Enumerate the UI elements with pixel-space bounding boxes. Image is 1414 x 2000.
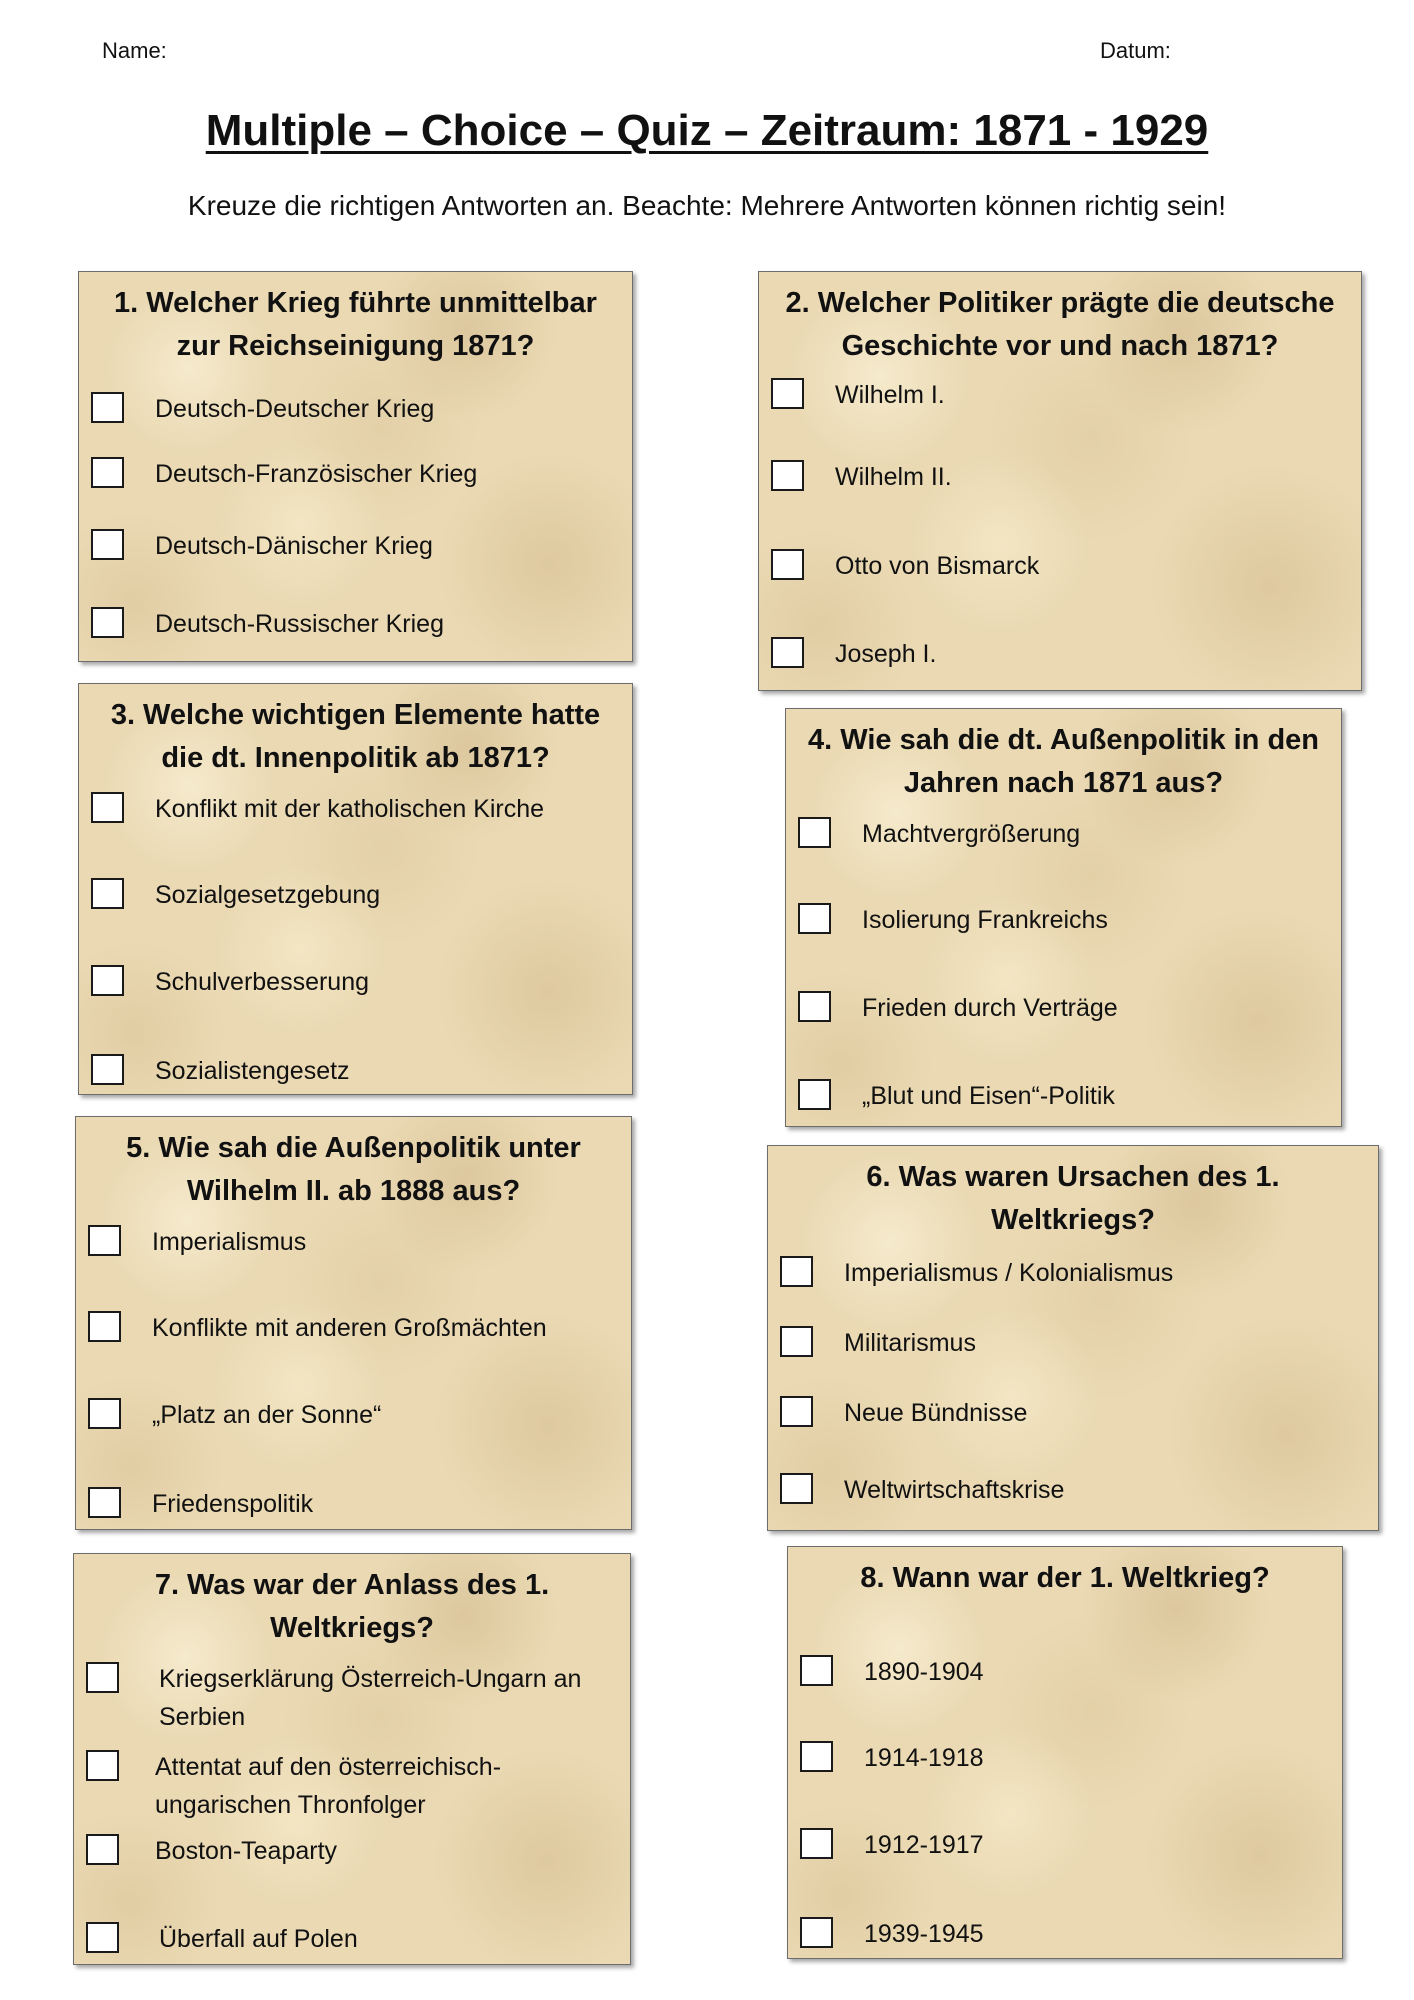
option-label: Überfall auf Polen [159, 1925, 358, 1953]
answer-option[interactable] [759, 549, 1361, 589]
answer-option[interactable] [79, 1054, 632, 1094]
checkbox[interactable] [771, 549, 804, 580]
question-card-1 [78, 271, 633, 662]
checkbox[interactable] [771, 637, 804, 668]
checkbox[interactable] [798, 1079, 831, 1110]
answer-option[interactable] [79, 607, 632, 647]
checkbox[interactable] [88, 1311, 121, 1342]
answer-option[interactable] [76, 1487, 631, 1527]
checkbox[interactable] [780, 1326, 813, 1357]
option-label: Militarismus [844, 1329, 976, 1357]
checkbox[interactable] [91, 529, 124, 560]
answer-option[interactable] [786, 817, 1341, 857]
answer-option[interactable] [759, 460, 1361, 500]
option-label: Deutsch-Deutscher Krieg [155, 395, 435, 423]
answer-option[interactable] [788, 1741, 1342, 1781]
answer-option[interactable] [79, 457, 632, 497]
checkbox[interactable] [771, 378, 804, 409]
name-label: Name: [102, 38, 167, 63]
checkbox[interactable] [800, 1917, 833, 1948]
option-label: Schulverbesserung [155, 968, 370, 996]
option-label: Wilhelm I. [835, 381, 945, 409]
question-card-7 [73, 1553, 631, 1965]
checkbox[interactable] [91, 965, 124, 996]
option-label: Imperialismus [152, 1228, 307, 1256]
question-text: 7. Was war der Anlass des 1. Weltkriegs? [154, 1569, 550, 1644]
checkbox[interactable] [771, 460, 804, 491]
option-label: 1890-1904 [864, 1658, 984, 1686]
answer-option[interactable] [786, 903, 1341, 943]
option-label: Konflikt mit der katholischen Kirche [155, 795, 545, 823]
option-label: Deutsch-Russischer Krieg [155, 610, 444, 638]
option-label: Machtvergrößerung [862, 820, 1081, 848]
checkbox[interactable] [798, 817, 831, 848]
option-label: Weltwirtschaftskrise [844, 1476, 1065, 1504]
checkbox[interactable] [88, 1487, 121, 1518]
question-card-5 [75, 1116, 632, 1530]
option-label: Sozialgesetzgebung [155, 881, 381, 909]
option-label: Deutsch-Französischer Krieg [155, 460, 478, 488]
answer-option[interactable] [788, 1828, 1342, 1868]
answer-option[interactable] [74, 1834, 630, 1874]
answer-option[interactable] [76, 1225, 631, 1265]
answer-option[interactable] [74, 1750, 630, 1830]
answer-option[interactable] [768, 1473, 1378, 1513]
option-label: 1912-1917 [864, 1831, 984, 1859]
option-label: Kriegserklärung Österreich-Ungarn an Serbien [159, 1665, 582, 1731]
checkbox[interactable] [800, 1655, 833, 1686]
answer-option[interactable] [759, 637, 1361, 677]
answer-option[interactable] [79, 965, 632, 1005]
question-text: 3. Welche wichtigen Elemente hatte die dt. Innenpolitik ab 1871? [110, 699, 601, 774]
question-text: 5. Wie sah die Außenpolitik unter Wilhelm II. ab 1888 aus? [126, 1132, 581, 1207]
checkbox[interactable] [86, 1922, 119, 1953]
checkbox[interactable] [86, 1662, 119, 1693]
checkbox[interactable] [780, 1396, 813, 1427]
option-label: Friedenspolitik [152, 1490, 314, 1518]
answer-option[interactable] [768, 1256, 1378, 1296]
answer-option[interactable] [74, 1922, 630, 1962]
option-label: Attentat auf den österreichisch-ungarischen Thronfolger [155, 1753, 502, 1819]
answer-option[interactable] [786, 1079, 1341, 1119]
question-text: 2. Welcher Politiker prägte die deutsche Geschichte vor und nach 1871? [785, 287, 1335, 362]
date-label: Datum: [1100, 38, 1171, 63]
question-card-3 [78, 683, 633, 1095]
checkbox[interactable] [798, 991, 831, 1022]
answer-option[interactable] [79, 792, 632, 832]
answer-option[interactable] [76, 1398, 631, 1438]
option-label: Otto von Bismarck [835, 552, 1040, 580]
option-label: Sozialistengesetz [155, 1057, 350, 1085]
checkbox[interactable] [800, 1741, 833, 1772]
answer-option[interactable] [74, 1662, 630, 1742]
answer-option[interactable] [76, 1311, 631, 1351]
option-label: Frieden durch Verträge [862, 994, 1118, 1022]
checkbox[interactable] [86, 1834, 119, 1865]
question-card-8 [787, 1546, 1343, 1959]
question-text: 4. Wie sah die dt. Außenpolitik in den Jahren nach 1871 aus? [807, 724, 1320, 799]
answer-option[interactable] [788, 1917, 1342, 1957]
answer-option[interactable] [768, 1396, 1378, 1436]
option-label: Isolierung Frankreichs [862, 906, 1108, 934]
checkbox[interactable] [800, 1828, 833, 1859]
option-label: Boston-Teaparty [155, 1837, 338, 1865]
checkbox[interactable] [88, 1398, 121, 1429]
checkbox[interactable] [91, 457, 124, 488]
question-card-4 [785, 708, 1342, 1127]
option-label: 1939-1945 [864, 1920, 984, 1948]
option-label: Neue Bündnisse [844, 1399, 1028, 1427]
answer-option[interactable] [768, 1326, 1378, 1366]
option-label: „Platz an der Sonne“ [152, 1401, 382, 1429]
question-text: 1. Welcher Krieg führte unmittelbar zur Reichseinigung 1871? [114, 287, 597, 362]
checkbox[interactable] [88, 1225, 121, 1256]
checkbox[interactable] [86, 1750, 119, 1781]
question-card-6 [767, 1145, 1379, 1531]
option-label: Wilhelm II. [835, 463, 952, 491]
answer-option[interactable] [79, 392, 632, 432]
answer-option[interactable] [79, 878, 632, 918]
checkbox[interactable] [780, 1473, 813, 1504]
option-label: Joseph I. [835, 640, 937, 668]
answer-option[interactable] [788, 1655, 1342, 1695]
option-label: „Blut und Eisen“-Politik [862, 1082, 1115, 1110]
checkbox[interactable] [91, 792, 124, 823]
answer-option[interactable] [786, 991, 1341, 1031]
question-text: 6. Was waren Ursachen des 1. Weltkriegs? [866, 1161, 1280, 1236]
option-label: 1914-1918 [864, 1744, 984, 1772]
answer-option[interactable] [759, 378, 1361, 418]
checkbox[interactable] [798, 903, 831, 934]
checkbox[interactable] [91, 1054, 124, 1085]
option-label: Deutsch-Dänischer Krieg [155, 532, 433, 560]
question-card-2 [758, 271, 1362, 691]
answer-option[interactable] [79, 529, 632, 569]
checkbox[interactable] [91, 392, 124, 423]
checkbox[interactable] [91, 878, 124, 909]
page-title: Multiple – Choice – Quiz – Zeitraum: 1871 - 1929 [205, 106, 1209, 155]
question-text: 8. Wann war der 1. Weltkrieg? [860, 1562, 1270, 1594]
checkbox[interactable] [780, 1256, 813, 1287]
option-label: Imperialismus / Kolonialismus [844, 1259, 1174, 1287]
option-label: Konflikte mit anderen Großmächten [152, 1314, 547, 1342]
instruction-text: Kreuze die richtigen Antworten an. Beachte: Mehrere Antworten können richtig sein! [187, 190, 1227, 221]
checkbox[interactable] [91, 607, 124, 638]
